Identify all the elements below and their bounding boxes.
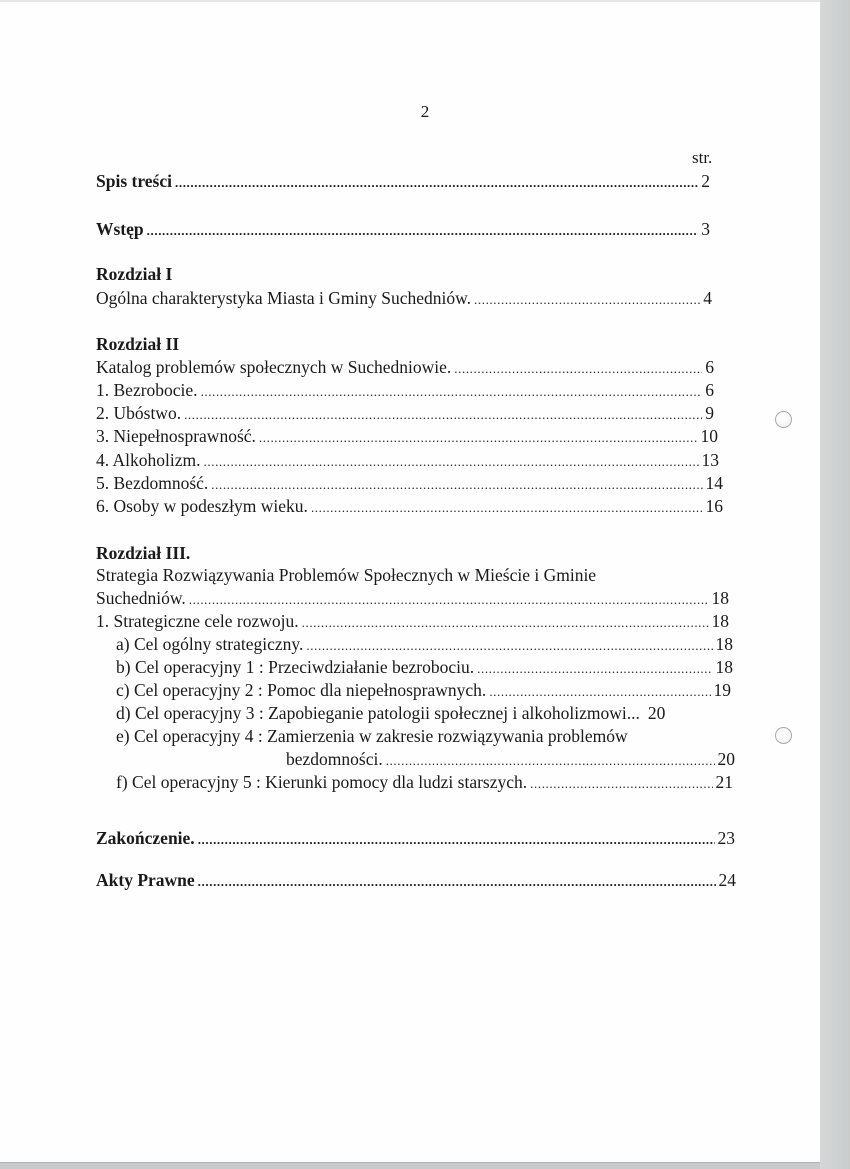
toc-entry-page: 20 <box>717 749 735 769</box>
toc-leader-dots <box>184 404 702 426</box>
toc-entry-text: Wstęp <box>96 219 144 239</box>
toc-leader-dots <box>259 427 698 449</box>
toc-entry-text: e) Cel operacyjny 4 : Zamierzenia w zakresie rozwiązywania problemów <box>116 726 628 746</box>
toc-entry-text: 1. Bezrobocie. <box>96 380 198 400</box>
scanner-background <box>820 0 850 1169</box>
toc-entry-page: 18 <box>711 611 729 631</box>
toc-leader-dots <box>211 474 702 496</box>
toc-entry <box>286 748 735 772</box>
toc-leader-dots <box>474 289 700 311</box>
toc-entry-page: 21 <box>715 772 733 792</box>
toc-entry <box>96 379 714 403</box>
toc-entry <box>96 495 723 519</box>
toc-entry-text: 2. Ubóstwo. <box>96 403 182 423</box>
toc-entry-text: Ogólna charakterystyka Miasta i Gminy Suchedniów. <box>96 288 472 308</box>
toc-entry-page: 6 <box>705 357 714 377</box>
toc-entry-page: 19 <box>713 680 731 700</box>
toc-entry <box>96 425 718 449</box>
toc-entry-page: 20 <box>647 703 666 723</box>
toc-entry-page: 18 <box>711 588 729 608</box>
toc-entry-page: 10 <box>700 426 718 446</box>
toc-entry <box>116 702 736 724</box>
toc-entry-page: 2 <box>701 171 710 191</box>
toc-entry-text: bezdomności. <box>286 749 383 769</box>
toc-entry <box>96 287 712 311</box>
toc-entry-page: 3 <box>701 219 710 239</box>
toc-entry <box>96 402 714 426</box>
toc-entry-text: Zakończenie. <box>96 828 195 848</box>
toc-entry-akty <box>96 869 736 893</box>
toc-entry-zakonczenie <box>96 827 735 851</box>
toc-entry-text: f) Cel operacyjny 5 : Kierunki pomocy dla ludzi starszych. <box>116 772 528 792</box>
toc-leader-dots <box>311 497 703 519</box>
toc-leader-dots <box>454 358 702 380</box>
toc-entry-page: 14 <box>705 473 723 493</box>
toc-entry-spis <box>96 170 710 194</box>
toc-leader-dots <box>147 220 699 242</box>
toc-entry <box>116 633 733 657</box>
page-top-edge <box>0 0 820 2</box>
toc-leader-dots <box>198 829 715 851</box>
toc-leader-dots <box>198 871 716 893</box>
toc-entry-page: 6 <box>705 380 714 400</box>
toc-entry-page: 18 <box>715 634 733 654</box>
toc-entry <box>116 679 731 703</box>
toc-entry-text: 5. Bezdomność. <box>96 473 209 493</box>
chapter-heading-2: Rozdział II <box>96 334 180 354</box>
toc-entry-text: 6. Osoby w podeszłym wieku. <box>96 496 308 516</box>
toc-entry-page: 24 <box>718 870 736 890</box>
toc-entry-page: 23 <box>717 828 735 848</box>
toc-entry-page: 13 <box>701 450 719 470</box>
toc-leader-dots <box>306 635 712 657</box>
toc-entry-text: Spis treści <box>96 171 172 191</box>
toc-entry-text: c) Cel operacyjny 2 : Pomoc dla niepełnosprawnych. <box>116 680 487 700</box>
toc-entry-text: Katalog problemów społecznych w Suchedniowie. <box>96 357 452 377</box>
toc-entry-page: 18 <box>715 657 733 677</box>
page-number: 2 <box>420 102 430 121</box>
toc-entry-text: a) Cel ogólny strategiczny. <box>116 634 304 654</box>
toc-leader-dots <box>386 750 715 772</box>
toc-leader-dots <box>175 172 698 194</box>
toc-entry-page: 16 <box>705 496 723 516</box>
toc-entry <box>96 472 723 496</box>
punch-hole-icon <box>775 727 792 744</box>
toc-entry <box>96 610 729 634</box>
toc-entry <box>116 771 733 795</box>
toc-entry-wstep <box>96 218 710 242</box>
toc-entry <box>116 656 733 680</box>
toc-entry-text: 1. Strategiczne cele rozwoju. <box>96 611 299 631</box>
toc-entry-text: b) Cel operacyjny 1 : Przeciwdziałanie bezrobociu. <box>116 657 475 677</box>
chapter-heading-1: Rozdział I <box>96 264 173 284</box>
toc-leader-dots <box>477 658 712 680</box>
chapter-heading-3: Rozdział III. <box>96 543 191 563</box>
toc-entry-text: Suchedniów. <box>96 588 186 608</box>
toc-leader-dots <box>204 451 699 473</box>
page-column-label: str. <box>692 148 713 167</box>
toc-leader-dots <box>302 612 709 634</box>
toc-entry <box>96 356 714 380</box>
toc-entry-text: 3. Niepełnosprawność. <box>96 426 256 446</box>
toc-entry <box>96 587 729 611</box>
toc-leader-dots <box>530 773 712 795</box>
toc-entry-text: Strategia Rozwiązywania Problemów Społecznych w Mieście i Gminie <box>96 565 597 585</box>
punch-hole-icon <box>775 411 792 428</box>
toc-entry-page: 4 <box>703 288 712 308</box>
toc-entry-text: 4. Alkoholizm. <box>96 450 201 470</box>
toc-leader-dots <box>489 681 710 703</box>
toc-entry-text: d) Cel operacyjny 3 : Zapobieganie patologii społecznej i alkoholizmowi... <box>116 703 640 723</box>
toc-entry <box>96 449 719 473</box>
toc-entry-page: 9 <box>705 403 714 423</box>
toc-entry-text: Akty Prawne <box>96 870 195 890</box>
toc-leader-dots <box>201 381 703 403</box>
toc-leader-dots <box>189 589 709 611</box>
